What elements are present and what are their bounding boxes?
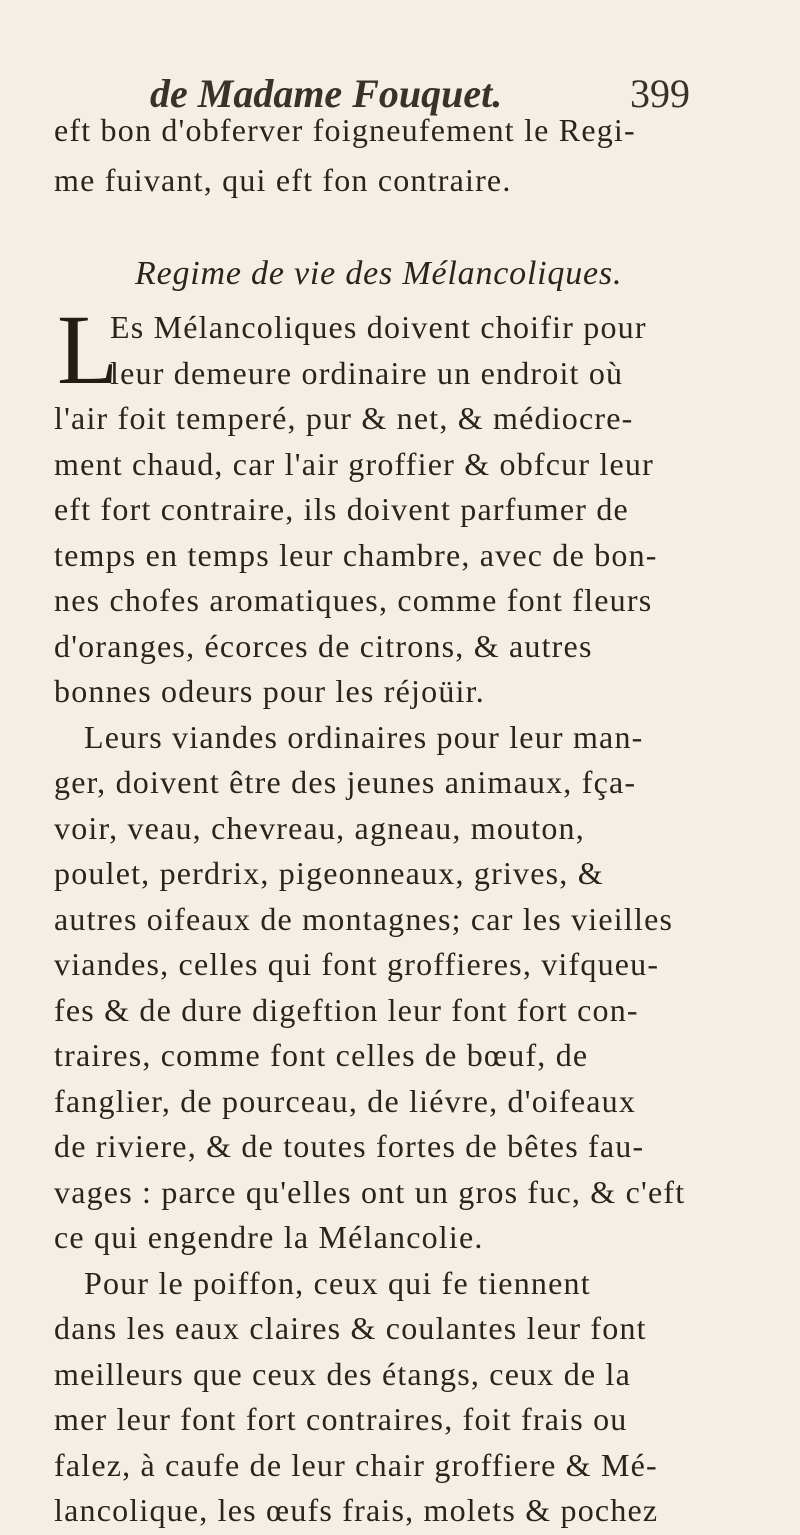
text-line: l'air foit temperé, pur & net, & médiocre- xyxy=(54,400,634,436)
text-line: falez, à caufe de leur chair groffiere & Mé- xyxy=(54,1446,658,1483)
text-line: fes & de dure digeftion leur font fort con- xyxy=(54,991,639,1028)
section-title: Regime de vie des Mélancoliques. xyxy=(135,255,623,292)
text-line: voir, veau, chevreau, agneau, mouton, xyxy=(54,809,585,846)
text-line: ce qui engendre la Mélancolie. xyxy=(54,1219,484,1255)
text-line: bonnes odeurs pour les réjoüir. xyxy=(54,673,485,709)
text-line: eft fort contraire, ils doivent parfumer de xyxy=(54,491,629,527)
text-line: eft bon d'obferver foigneufement le Regi- xyxy=(54,112,636,148)
text-line: autres oifeaux de montagnes; car les vieilles xyxy=(54,900,674,937)
text-line: Pour le poiffon, ceux qui fe tiennent xyxy=(84,1264,591,1301)
text-line: Leurs viandes ordinaires pour leur man- xyxy=(84,718,644,755)
text-line: ger, doivent être des jeunes animaux, fça- xyxy=(54,764,637,800)
text-line: d'oranges, écorces de citrons, & autres xyxy=(54,627,593,664)
text-line: traires, comme font celles de bœuf, de xyxy=(54,1037,589,1073)
text-line: meilleurs que ceux des étangs, ceux de la xyxy=(54,1355,631,1392)
text-line: leur demeure ordinaire un endroit où xyxy=(110,354,624,391)
text-line: Es Mélancoliques doivent choifir pour xyxy=(110,309,647,345)
text-line: viandes, celles qui font groffieres, vifqueu- xyxy=(54,946,660,982)
text-line: mer leur font fort contraires, foit frais ou xyxy=(54,1401,628,1437)
text-line: lancolique, les œufs frais, molets & pochez xyxy=(54,1492,659,1528)
running-title: de Madame Fouquet. xyxy=(150,71,503,116)
text-line: ment chaud, car l'air groffier & obfcur leur xyxy=(54,445,654,482)
drop-cap: L xyxy=(57,294,119,405)
text-line: temps en temps leur chambre, avec de bon- xyxy=(54,536,658,573)
text-line: de riviere, & de toutes fortes de bêtes fau- xyxy=(54,1128,645,1164)
text-line: me fuivant, qui eft fon contraire. xyxy=(54,162,512,198)
text-line: fanglier, de pourceau, de liévre, d'oifeaux xyxy=(54,1082,637,1119)
page-number: 399 xyxy=(630,71,690,116)
text-line: poulet, perdrix, pigeonneaux, grives, & xyxy=(54,855,604,891)
text-line: nes chofes aromatiques, comme font fleurs xyxy=(54,582,653,618)
text-line: dans les eaux claires & coulantes leur font xyxy=(54,1310,647,1346)
text-line: vages : parce qu'elles ont un gros fuc, & c'eft xyxy=(54,1173,686,1210)
